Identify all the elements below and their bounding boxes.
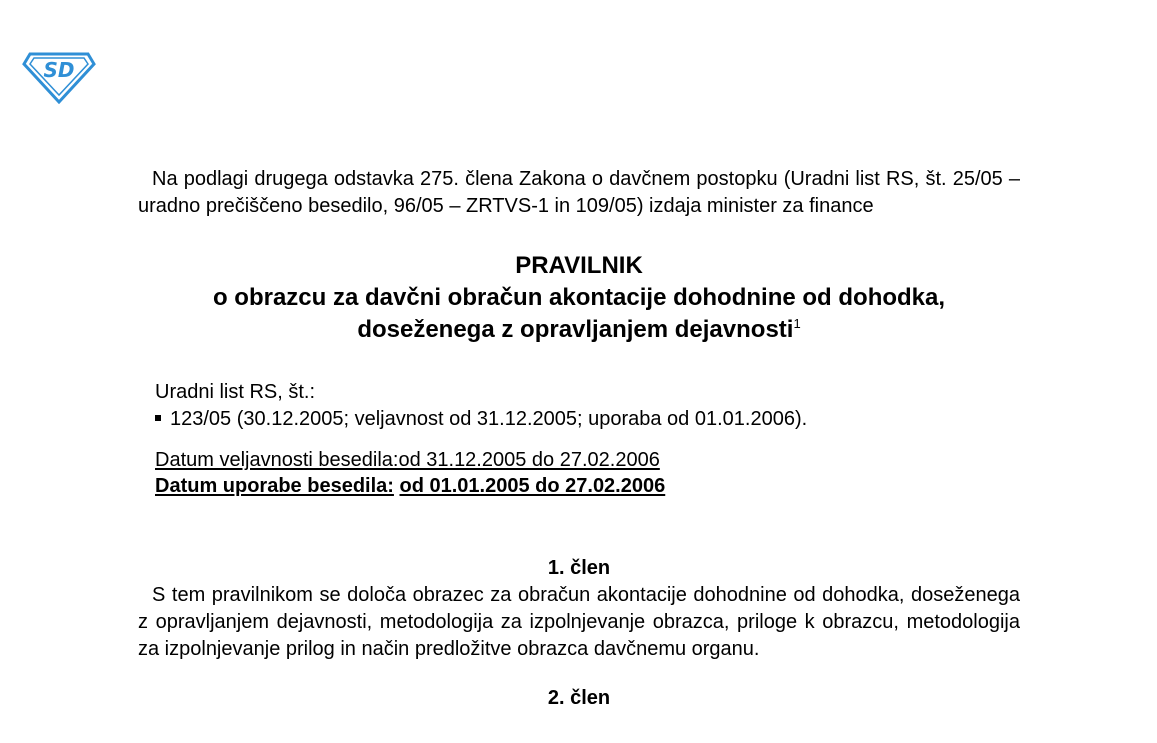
title-main: PRAVILNIK xyxy=(515,252,643,279)
article-1-text: S tem pravilnikom se določa obrazec za obračun akontacije dohodnine od dohodka, doseženega z opravljanjem dejavnosti, metodologija za izpolnjevanje obrazca, priloge k obrazcu, metodologija za izpolnjevanje prilog in način predložitve obrazca davčnemu organu. xyxy=(138,584,1020,660)
intro-text: Na podlagi drugega odstavka 275. člena Zakona o davčnem postopku (Uradni list RS, št. 25/05 – uradno prečiščeno besedilo, 96/05 – ZRTVS-1 in 109/05) izdaja minister za finance xyxy=(138,168,1020,217)
logo-text: SD xyxy=(43,58,75,82)
bullet-icon xyxy=(155,415,161,421)
title-sub-line2 xyxy=(138,314,1020,346)
gazette-entry xyxy=(155,406,1020,433)
document-page xyxy=(138,166,1020,712)
article-2-heading: 2. člen xyxy=(547,687,611,709)
gazette-label: Uradni list RS, št.: xyxy=(155,381,316,403)
article-1-paragraph xyxy=(138,582,1020,663)
sd-diamond-logo-icon xyxy=(22,48,96,104)
gazette-info xyxy=(155,379,1020,433)
validity-info xyxy=(155,447,1020,499)
intro-paragraph xyxy=(138,166,1020,220)
usage-value: od 01.01.2005 do 27.02.2006 xyxy=(399,475,666,497)
usage-label: Datum uporabe besedila: xyxy=(155,475,394,497)
article-1-heading: 1. člen xyxy=(547,557,611,579)
title-sub-line2-text: doseženega z opravljanjem dejavnosti xyxy=(357,316,794,343)
title-sub-line1: o obrazcu za davčni obračun akontacije dohodnine od dohodka, xyxy=(212,284,946,311)
gazette-entry-text: 123/05 (30.12.2005; veljavnost od 31.12.2005; uporaba od 01.01.2006). xyxy=(170,408,808,430)
footnote-mark: 1 xyxy=(793,316,801,331)
document-title xyxy=(138,250,1020,346)
validity-line: Datum veljavnosti besedila:od 31.12.2005 do 27.02.2006 xyxy=(155,449,660,471)
